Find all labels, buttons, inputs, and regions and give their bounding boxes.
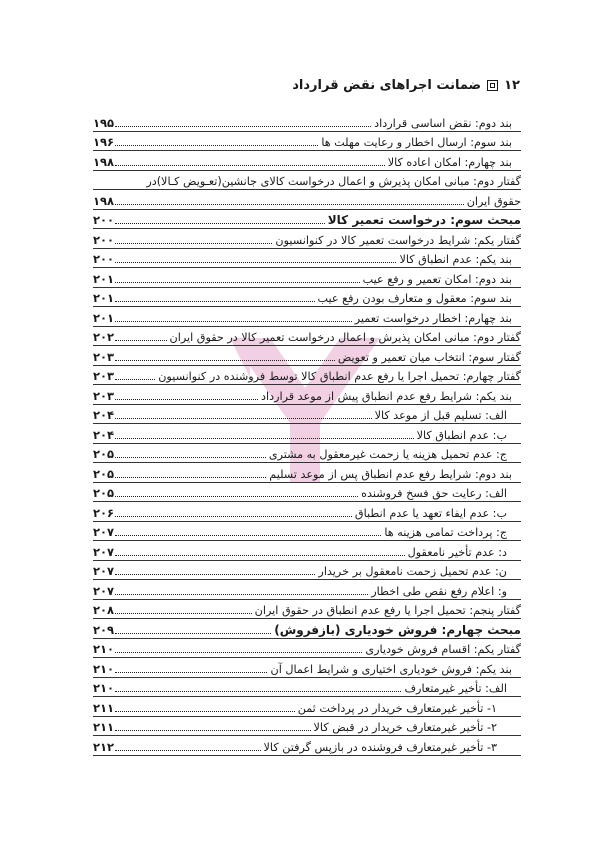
leader-dots — [115, 633, 271, 634]
toc-entry — [93, 210, 521, 230]
leader-dots — [115, 126, 371, 127]
toc-entry-page: ۲۰۲ — [93, 330, 115, 344]
toc-entry — [93, 346, 521, 366]
toc-entry — [93, 522, 521, 542]
toc-entry-page: ۲۱۲ — [93, 739, 115, 754]
toc-entry — [93, 658, 521, 678]
toc-entry-page: ۲۰۹ — [93, 622, 115, 637]
toc-entry-page: ۲۰۱ — [93, 310, 115, 325]
toc-entry — [93, 112, 521, 132]
leader-dots — [115, 457, 266, 458]
toc-entry — [93, 229, 521, 249]
toc-entry-title: حقوق ایران — [466, 194, 521, 208]
toc-entry — [93, 483, 521, 503]
leader-dots — [115, 613, 252, 614]
running-header — [80, 78, 520, 93]
leader-dots — [115, 438, 414, 439]
leader-dots — [115, 750, 260, 751]
square-ornament-icon — [487, 80, 498, 91]
toc-entry-title: مبحث سوم: درخواست تعمیر کالا — [327, 213, 521, 227]
toc-entry-page: ۲۰۸ — [93, 603, 115, 617]
toc-entry — [93, 678, 521, 698]
toc-entry-title: مبحث چهارم: فروش خودیاری (بازفروش) — [274, 622, 521, 637]
leader-dots — [115, 262, 396, 263]
toc-entry-title: بند چهارم: اخطار درخواست تعمیر — [354, 311, 512, 325]
leader-dots — [115, 360, 335, 361]
toc-entry-page: ۲۰۰ — [93, 252, 115, 266]
toc-entry-title: گفتار چهارم: تحمیل اجرا یا رفع عدم انطباق کالا توسط فروشنده در کنوانسیون — [158, 370, 521, 383]
toc-entry-page: ۲۱۰ — [93, 681, 115, 695]
leader-dots — [115, 301, 314, 302]
toc-entry-title: گفتار دوم: مبانی امکان پذیرش و اعمال درخواست تعمیر کالا در حقوق ایران — [169, 331, 521, 344]
leader-dots — [115, 691, 401, 692]
toc-entry — [93, 307, 521, 327]
toc-entry-title: بند یکم: فروش خودیاری اختیاری و شرایط اعمال آن — [270, 662, 512, 676]
toc-entry-page: ۲۰۱ — [93, 291, 115, 305]
leader-dots — [115, 379, 155, 380]
leader-dots — [115, 574, 315, 575]
toc-entry-page: ۱۹۶ — [93, 135, 115, 149]
toc-entry-page: ۲۰۷ — [93, 525, 115, 539]
toc-entry-page: ۲۰۴ — [93, 427, 115, 442]
toc-entry-page: ۱۹۸ — [93, 193, 115, 208]
toc-entry — [93, 463, 521, 483]
toc-entry — [93, 268, 521, 288]
leader-dots — [115, 652, 362, 653]
leader-dots — [115, 418, 372, 419]
leader-dots — [115, 282, 360, 283]
toc-entry-page: ۲۰۷ — [93, 583, 115, 598]
table-of-contents — [93, 112, 521, 756]
toc-entry-title: الف: تسلیم قبل از موعد کالا — [374, 409, 507, 422]
leader-dots — [115, 223, 325, 224]
leader-dots — [115, 340, 166, 341]
toc-entry-page: ۲۰۱ — [93, 271, 115, 286]
toc-entry-title: ب: عدم انطباق کالا — [416, 428, 507, 442]
toc-entry — [93, 366, 521, 386]
toc-entry-page: ۲۱۰ — [93, 661, 115, 676]
toc-entry-page: ۲۰۵ — [93, 466, 115, 481]
toc-entry-page: ۲۰۵ — [93, 486, 115, 500]
leader-dots — [115, 399, 258, 400]
toc-entry-title: بند چهارم: امکان اعاده کالا — [387, 155, 512, 169]
toc-entry — [93, 249, 521, 269]
toc-entry-title: و: اعلام رفع نقص طی اخطار — [371, 584, 507, 598]
toc-entry-title: ۱- تأخیر غیرمتعارف خریدار در پرداخت ثمن — [297, 701, 497, 715]
leader-dots — [115, 145, 318, 146]
toc-entry-title: بند یکم: شرایط رفع عدم انطباق پیش از موعد قرارداد — [261, 389, 512, 403]
toc-entry-title: بند دوم: نقض اساسی قرارداد — [374, 116, 512, 130]
leader-dots — [115, 321, 352, 322]
toc-entry-page: ۲۰۷ — [93, 564, 115, 578]
toc-entry-page: ۲۰۳ — [93, 388, 115, 403]
toc-entry-title: گفتار یکم: شرایط درخواست تعمیر کالا در کنوانسیون — [275, 233, 521, 247]
toc-entry-page: ۲۰۳ — [93, 369, 115, 383]
toc-entry-title: بند دوم: شرایط رفع عدم انطباق پس از موعد تسلیم — [269, 467, 512, 481]
toc-entry — [93, 619, 521, 639]
toc-entry — [93, 600, 521, 620]
toc-entry-title: د: عدم تأخیر نامعقول — [407, 545, 507, 559]
toc-entry — [93, 717, 521, 737]
toc-entry-page: ۲۰۴ — [93, 408, 115, 422]
toc-entry-page: ۲۰۰ — [93, 213, 115, 227]
leader-dots — [115, 496, 358, 497]
toc-entry-title: بند دوم: امکان تعمیر و رفع عیب — [362, 272, 512, 286]
toc-entry-title: گفتار سوم: انتخاب میان تعمیر و تعویض — [337, 350, 521, 364]
toc-entry — [93, 444, 521, 464]
toc-entry-title: گفتار دوم: مبانی امکان پذیرش و اعمال درخواست کالای جانشین(تعـویض کـالا)در — [146, 175, 521, 188]
book-title: ضمانت اجراهای نقض قرارداد — [292, 78, 482, 93]
toc-entry-title: ج: عدم تحمیل هزینه یا زحمت غیرمعقول به مشتری — [268, 448, 507, 461]
toc-entry-page: ۲۰۰ — [93, 232, 115, 247]
toc-entry-title: بند سوم: معقول و متعارف بودن رفع عیب — [317, 292, 512, 305]
toc-entry-title: الف: تأخیر غیرمتعارف — [404, 682, 507, 695]
toc-entry — [93, 288, 521, 308]
toc-entry-page: ۲۱۱ — [93, 700, 115, 715]
leader-dots — [115, 594, 368, 595]
leader-dots — [115, 730, 310, 731]
toc-entry-title: ج: پرداخت تمامی هزینه ها — [384, 526, 507, 539]
toc-entry-title: ب: عدم ایفاء تعهد یا عدم انطباق — [354, 506, 507, 520]
toc-entry — [93, 502, 521, 522]
leader-dots — [115, 672, 267, 673]
leader-dots — [115, 165, 385, 166]
toc-entry — [93, 424, 521, 444]
leader-dots — [115, 204, 464, 205]
toc-entry — [93, 385, 521, 405]
toc-entry-page: ۲۰۵ — [93, 447, 115, 461]
leader-dots — [115, 555, 405, 556]
toc-entry — [93, 151, 521, 171]
toc-entry — [93, 327, 521, 347]
toc-entry-title: ۲- تأخیر غیرمتعارف خریدار در قبض کالا — [313, 721, 497, 734]
toc-entry — [93, 190, 521, 210]
toc-entry-page: ۲۱۰ — [93, 642, 115, 656]
toc-entry — [93, 697, 521, 717]
toc-entry-page: ۱۹۸ — [93, 154, 115, 169]
leader-dots — [115, 477, 266, 478]
toc-entry-page: ۲۰۳ — [93, 349, 115, 364]
toc-entry-title: بند یکم: عدم انطباق کالا — [399, 253, 512, 266]
toc-entry — [93, 541, 521, 561]
toc-entry — [93, 132, 521, 152]
toc-entry-title: ن: عدم تحمیل زحمت نامعقول بر خریدار — [318, 565, 507, 578]
toc-entry-page: ۱۹۵ — [93, 115, 115, 130]
toc-entry-page: ۲۱۱ — [93, 720, 115, 734]
leader-dots — [115, 535, 381, 536]
toc-entry-title: ۳- تأخیر غیرمتعارف فروشنده در بازپس گرفتن کالا — [263, 740, 497, 754]
page-number: ۱۲ — [504, 78, 520, 93]
toc-entry — [93, 580, 521, 600]
leader-dots — [115, 711, 295, 712]
toc-entry — [93, 736, 521, 756]
toc-entry-title: گفتار پنجم: تحمیل اجرا یا رفع عدم انطباق در حقوق ایران — [254, 604, 521, 617]
toc-entry-title: بند سوم: ارسال اخطار و رعایت مهلت ها — [321, 136, 512, 149]
toc-entry — [93, 405, 521, 425]
toc-entry-title: الف: رعایت حق فسخ فروشنده — [361, 487, 507, 500]
leader-dots — [115, 516, 352, 517]
leader-dots — [115, 243, 272, 244]
toc-entry-page: ۲۰۷ — [93, 544, 115, 559]
toc-entry-title: گفتار یکم: اقسام فروش خودیاری — [365, 643, 521, 656]
toc-entry-page: ۲۰۶ — [93, 505, 115, 520]
toc-entry — [93, 561, 521, 581]
toc-entry — [93, 639, 521, 659]
toc-entry — [93, 171, 521, 191]
